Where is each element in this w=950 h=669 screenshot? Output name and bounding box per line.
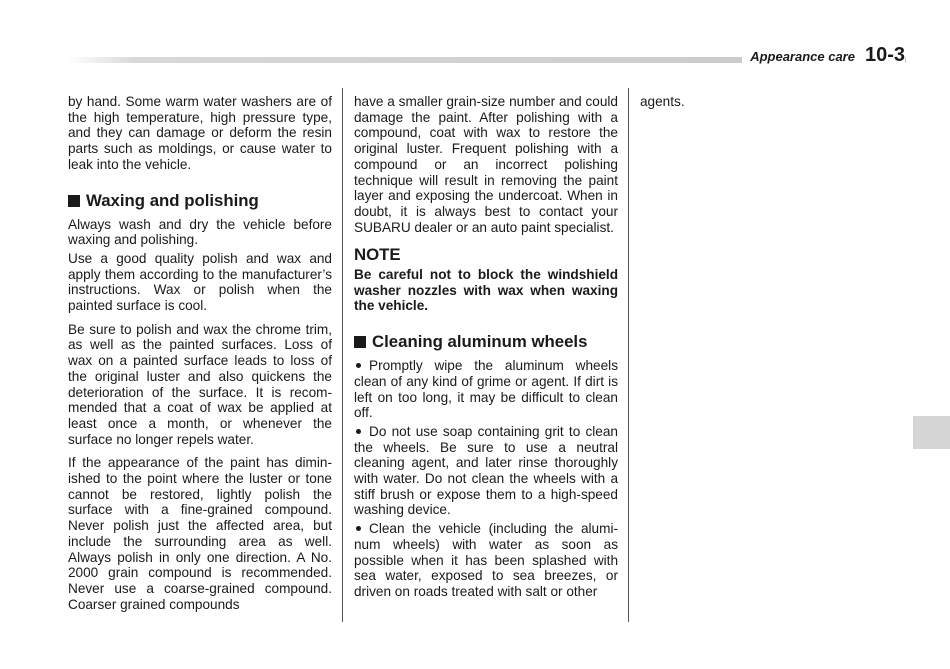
page-header xyxy=(742,44,905,70)
chapter-tab xyxy=(913,416,950,449)
page-number: 10-3 xyxy=(864,44,905,66)
column-3 xyxy=(640,94,700,118)
column-2 xyxy=(354,94,618,603)
note-body: Be careful not to block the windshield washer nozzles with wax when waxing the vehicle. xyxy=(354,267,618,314)
bullet-item: Do not use soap containing grit to clean the wheels. Be sure to use a neutral cleaning agent, and later rinse thoroughly with water. Do not clean the wheels with a stiff brush or expose them to a high-speed washing device. xyxy=(354,423,618,518)
paragraph: Always wash and dry the vehicle before waxing and polishing. xyxy=(68,216,332,248)
column-divider xyxy=(628,88,629,622)
bullet-icon xyxy=(356,363,361,368)
section-heading xyxy=(354,332,618,352)
paragraph: have a smaller grain-size number and could damage the paint. After polishing with a compound, coat with wax to restore the original luster. Frequent polishing with a compound or an incorrect polishing technique will result in removing the paint layer and exposing the undercoat. When in doubt, it is always best to contact your SUBARU dealer or an auto paint specialist. xyxy=(354,94,618,235)
square-bullet-icon xyxy=(68,195,80,207)
paragraph: by hand. Some warm water washers are of the high temperature, high pressure type, and they can damage or deform the resin parts such as moldings, or cause water to leak into the vehicle. xyxy=(68,94,332,172)
column-1 xyxy=(68,94,332,620)
paragraph: If the appearance of the paint has diminished to the point where the luster or tone cannot be restored, lightly polish the surface with a fine-grained compound. Never polish just the affected area, but include the surrounding area as well. Always polish in only one direction. A No. 2000 grain compound is recommended. Never use a coarse-grained compound. Coarser grained compounds xyxy=(68,455,332,612)
bullet-item: Clean the vehicle (including the aluminum wheels) with water as soon as possible when it has been splashed with sea water, exposed to sea breezes, or driven on roads treated with salt or other xyxy=(354,521,618,599)
section-heading xyxy=(68,191,332,211)
square-bullet-icon xyxy=(354,336,366,348)
paragraph: agents. xyxy=(640,94,685,109)
heading-text: Waxing and polishing xyxy=(86,190,259,210)
note-title: NOTE xyxy=(354,245,401,265)
heading-text: Cleaning aluminum wheels xyxy=(372,332,588,352)
paragraph: Use a good quality polish and wax and apply them according to the manufacturer’s instructions. Wax or polish when the painted surface is cool. xyxy=(68,250,332,314)
paragraph: Be sure to polish and wax the chrome trim, as well as the painted surfaces. Loss of wax on a painted surface leads to loss of the original luster and also quickens the deterioration of the surface. It is recommended that a coat of wax be applied at least once a month, or whenever the surface no longer repels water. xyxy=(68,321,332,447)
bullet-icon xyxy=(356,429,361,434)
section-title: Appearance care xyxy=(750,49,855,64)
column-divider xyxy=(342,88,343,622)
bullet-item: Promptly wipe the aluminum wheels clean of any kind of grime or agent. If dirt is left on too long, it may be difficult to clean off. xyxy=(354,358,618,421)
bullet-icon xyxy=(356,526,361,531)
